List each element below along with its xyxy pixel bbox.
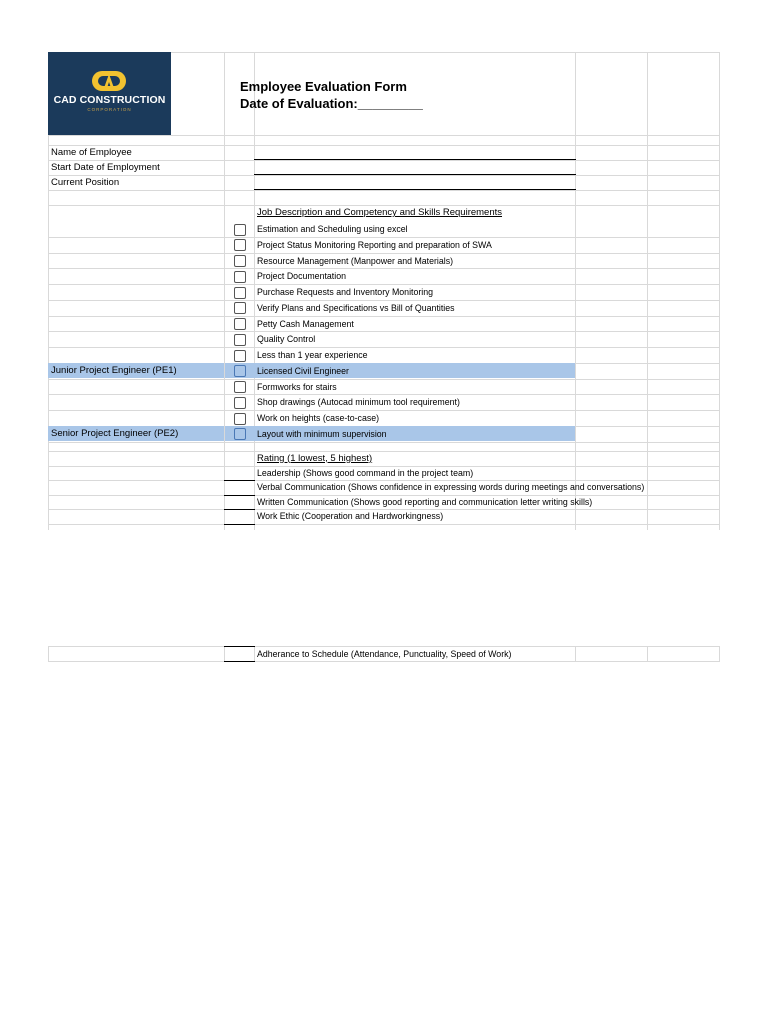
skill-checkbox[interactable] <box>234 413 246 425</box>
skill-label: Purchase Requests and Inventory Monitoring <box>257 287 434 297</box>
cad-logo-icon <box>91 70 127 92</box>
skill-checkbox[interactable] <box>234 381 246 393</box>
grid-line <box>719 646 720 662</box>
evaluation-date-label: Date of Evaluation:_________ <box>240 96 423 111</box>
start-date-label: Start Date of Employment <box>51 162 160 173</box>
rating-blank[interactable] <box>224 509 255 510</box>
rating-heading: Rating (1 lowest, 5 highest) <box>257 452 373 464</box>
skill-checkbox[interactable] <box>234 239 246 251</box>
grid-line <box>48 331 720 332</box>
grid-line <box>719 52 720 530</box>
grid-line <box>48 135 720 136</box>
skill-label: Project Status Monitoring Reporting and preparation of SWA <box>257 239 492 250</box>
grid-line <box>647 646 648 662</box>
skill-checkbox[interactable] <box>234 365 246 377</box>
level-label: Junior Project Engineer (PE1) <box>51 364 177 376</box>
skill-checkbox[interactable] <box>234 302 246 314</box>
skill-checkbox[interactable] <box>234 271 246 283</box>
skill-label: Estimation and Scheduling using excel <box>257 224 408 234</box>
grid-line <box>575 52 576 530</box>
skill-label: Resource Management (Manpower and Materials) <box>257 255 454 266</box>
grid-line <box>48 442 720 443</box>
lower-rating-row <box>48 646 720 662</box>
skill-label: Work on heights (case-to-case) <box>257 413 380 423</box>
grid-line <box>48 379 720 380</box>
skill-checkbox[interactable] <box>234 334 246 346</box>
grid-line <box>254 52 255 530</box>
grid-line <box>647 52 648 530</box>
brand-name: CAD CONSTRUCTION <box>53 94 166 106</box>
rating-label: Work Ethic (Cooperation and Hardworkingness) <box>257 511 444 521</box>
grid-line <box>48 347 720 348</box>
grid-line <box>48 524 720 525</box>
skill-checkbox[interactable] <box>234 255 246 267</box>
skill-checkbox[interactable] <box>234 428 246 440</box>
brand-subtitle: CORPORATION <box>87 107 132 112</box>
skill-checkbox[interactable] <box>234 224 246 236</box>
skill-label: Petty Cash Management <box>257 318 354 329</box>
grid-line <box>575 646 576 662</box>
start-date-field[interactable] <box>254 174 576 175</box>
form-title: Employee Evaluation Form <box>240 79 407 94</box>
grid-line <box>254 646 255 662</box>
rating-label: Leadership (Shows good command in the project team) <box>257 467 474 478</box>
skill-checkbox[interactable] <box>234 287 246 299</box>
grid-line <box>48 316 720 317</box>
rating-label: Verbal Communication (Shows confidence in expressing words during meetings and conversations) <box>257 482 645 492</box>
grid-line <box>224 646 225 662</box>
skill-label: Shop drawings (Autocad minimum tool requirement) <box>257 397 460 408</box>
rating-blank[interactable] <box>224 495 255 496</box>
skill-label: Quality Control <box>257 334 316 345</box>
grid-line <box>48 268 720 269</box>
employee-name-field[interactable] <box>254 159 576 160</box>
grid-line <box>224 52 225 530</box>
skill-label: Verify Plans and Specifications vs Bill of Quantities <box>257 302 455 313</box>
skill-checkbox[interactable] <box>234 350 246 362</box>
grid-line <box>48 451 720 452</box>
skill-label: Formworks for stairs <box>257 381 337 392</box>
grid-line <box>48 646 49 662</box>
grid-line <box>48 175 720 176</box>
rating-blank[interactable] <box>224 524 255 525</box>
rating-blank-top <box>224 646 255 647</box>
rating-blank[interactable] <box>224 480 255 481</box>
grid-line <box>48 410 720 411</box>
grid-line <box>48 661 720 662</box>
grid-line <box>48 145 720 146</box>
rating-label: Written Communication (Shows good reporting and communication letter writing skills) <box>257 496 593 507</box>
skill-label: Project Documentation <box>257 271 346 282</box>
rating-blank[interactable] <box>224 661 255 662</box>
level-label: Senior Project Engineer (PE2) <box>51 427 179 439</box>
skill-label: Licensed Civil Engineer <box>257 365 349 376</box>
skill-label: Less than 1 year experience <box>257 350 368 360</box>
grid-line <box>48 190 720 191</box>
current-position-label: Current Position <box>51 177 120 188</box>
skill-checkbox[interactable] <box>234 397 246 409</box>
current-position-field[interactable] <box>254 189 576 190</box>
employee-name-label: Name of Employee <box>51 147 132 158</box>
rating-label: Adherance to Schedule (Attendance, Punctuality, Speed of Work) <box>257 649 512 659</box>
company-logo <box>48 52 171 135</box>
skill-label: Layout with minimum supervision <box>257 428 387 439</box>
skill-checkbox[interactable] <box>234 318 246 330</box>
skills-heading: Job Description and Competency and Skills Requirements <box>257 207 503 218</box>
